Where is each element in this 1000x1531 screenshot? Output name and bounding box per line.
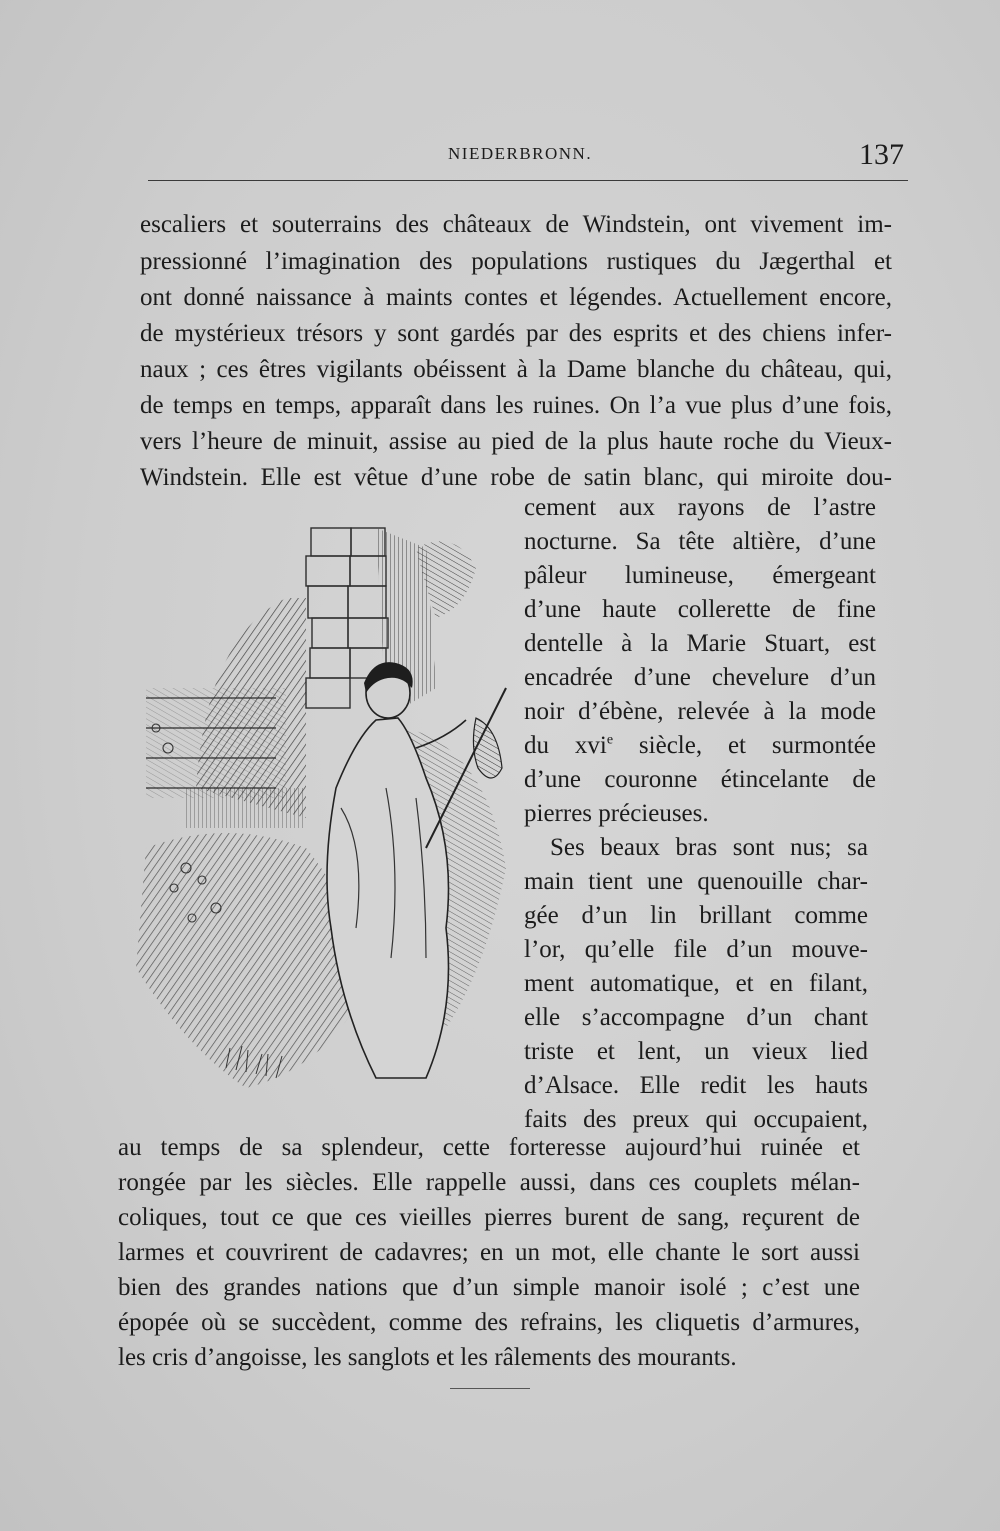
text-line: vers l’heure de minuit, assise au pied de la plus haute roche du Vieux-	[140, 428, 892, 455]
text-line: rongée par les siècles. Elle rappelle aussi, dans ces couplets mélan-	[118, 1169, 860, 1196]
text-line: faits des preux qui occupaient,	[524, 1106, 868, 1133]
engraving-illustration	[126, 488, 518, 1096]
text-line: d’Alsace. Elle redit les hauts	[524, 1072, 868, 1099]
text-line: pierres précieuses.	[524, 800, 709, 827]
text-line: naux ; ces êtres vigilants obéissent à la Dame blanche du château, qui,	[140, 356, 892, 383]
text-line: d’une haute collerette de fine	[524, 596, 876, 623]
text-line: Ses beaux bras sont nus; sa	[550, 834, 868, 861]
text-line: dentelle à la Marie Stuart, est	[524, 630, 876, 657]
text-line: noir d’ébène, relevée à la mode	[524, 698, 876, 725]
superscript: e	[606, 732, 614, 748]
text-line: main tient une quenouille char-	[524, 868, 868, 895]
text-line: pâleur lumineuse, émergeant	[524, 562, 876, 589]
text-line: ment automatique, et en filant,	[524, 970, 868, 997]
century-text: du xvi	[524, 732, 607, 759]
text-line: d’une couronne étincelante de	[524, 766, 876, 793]
running-title: NIEDERBRONN.	[448, 144, 593, 163]
end-rule	[450, 1388, 530, 1389]
text-line: elle s’accompagne d’un chant	[524, 1004, 868, 1031]
text-line: les cris d’angoisse, les sanglots et les râlements des mourants.	[118, 1344, 737, 1371]
text-line: au temps de sa splendeur, cette forteresse aujourd’hui ruinée et	[118, 1134, 860, 1161]
text-line: cement aux rayons de l’astre	[524, 494, 876, 521]
page-number: 137	[859, 138, 904, 171]
text-line: pressionné l’imagination des populations rustiques du Jægerthal et	[140, 248, 892, 275]
text-line: nocturne. Sa tête altière, d’une	[524, 528, 876, 555]
text-line: l’or, qu’elle file d’un mouve-	[524, 936, 868, 963]
text-line: ont donné naissance à maints contes et légendes. Actuellement encore,	[140, 284, 892, 311]
text-line: encadrée d’une chevelure d’un	[524, 664, 876, 691]
text-line: de temps en temps, apparaît dans les ruines. On l’a vue plus d’une fois,	[140, 392, 892, 419]
text-line: coliques, tout ce que ces vieilles pierres burent de sang, reçurent de	[118, 1204, 860, 1231]
text-line: triste et lent, un vieux lied	[524, 1038, 868, 1065]
text-line: escaliers et souterrains des châteaux de Windstein, ont vivement im-	[140, 211, 892, 238]
text-line: de mystérieux trésors y sont gardés par des esprits et des chiens infer-	[140, 320, 892, 347]
text-line: gée d’un lin brillant comme	[524, 902, 868, 929]
text-fragment: siècle, et surmontée	[613, 732, 876, 759]
text-line: bien des grandes nations que d’un simple manoir isolé ; c’est une	[118, 1274, 860, 1301]
text-line: épopée où se succèdent, comme des refrains, les cliquetis d’armures,	[118, 1309, 860, 1336]
running-head	[148, 140, 908, 181]
text-line: Windstein. Elle est vêtue d’une robe de satin blanc, qui miroite dou-	[140, 464, 892, 491]
text-line	[524, 731, 876, 761]
text-line: larmes et couvrirent de cadavres; en un mot, elle chante le sort aussi	[118, 1239, 860, 1266]
engraving-lady-with-distaff-icon	[126, 488, 518, 1096]
